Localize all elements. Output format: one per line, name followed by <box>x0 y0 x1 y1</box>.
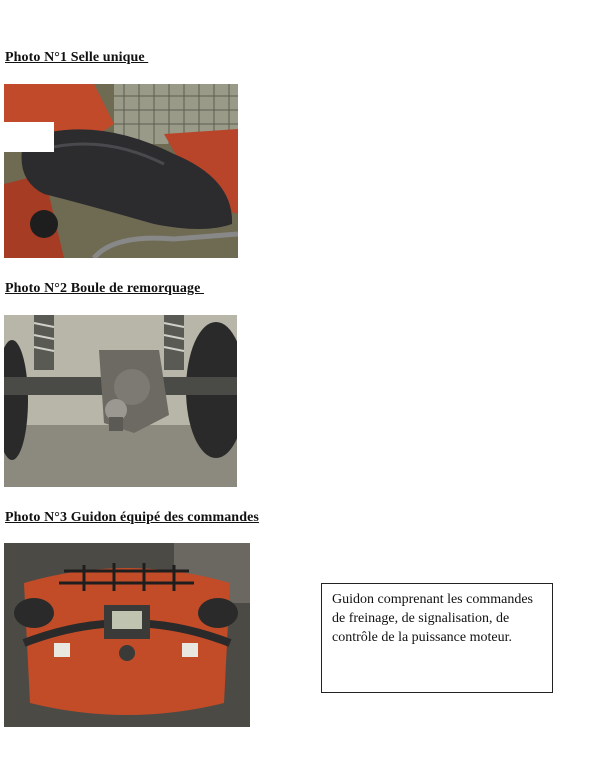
photo-3-caption: Photo N°3 Guidon équipé des commandes <box>5 510 259 525</box>
photo-2-tow-ball-image <box>4 315 237 487</box>
photo-3-handlebar-image <box>4 543 250 727</box>
photo-1-seat-image <box>4 84 238 258</box>
photo-1-caption: Photo N°1 Selle unique <box>5 50 149 65</box>
handlebar-description-text: Guidon comprenant les commandes de freinage, de signalisation, de contrôle de la puissance moteur. <box>332 592 534 645</box>
photo-2-caption: Photo N°2 Boule de remorquage <box>5 281 205 296</box>
handlebar-description-box <box>321 583 553 693</box>
